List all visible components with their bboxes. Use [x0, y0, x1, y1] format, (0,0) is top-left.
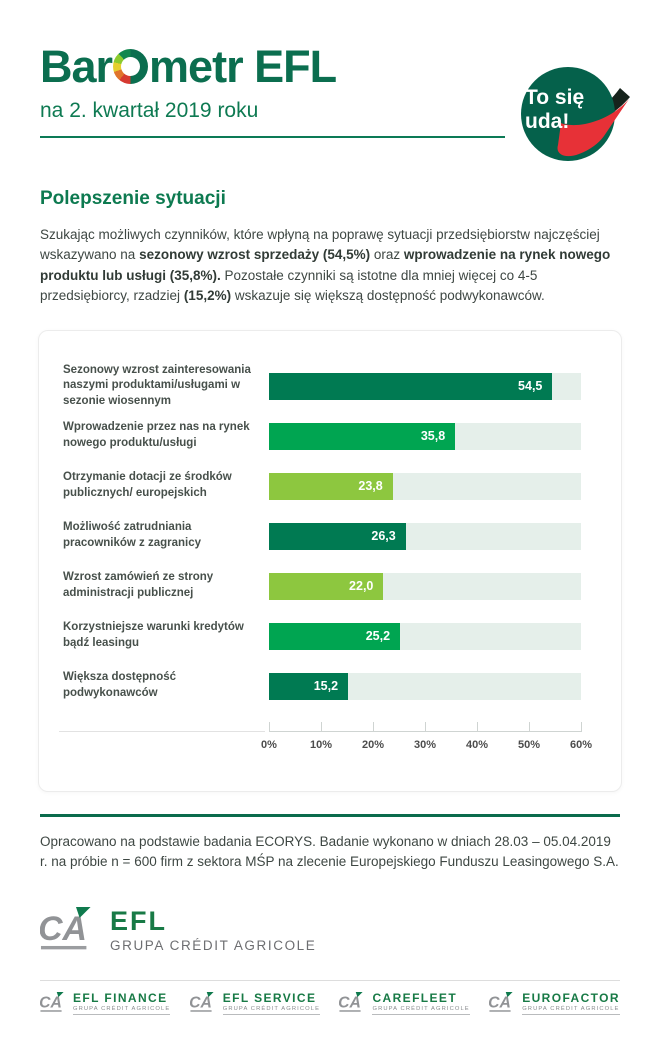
chart-row — [39, 561, 621, 611]
bar-fill — [269, 623, 400, 650]
axis-tick — [477, 722, 478, 732]
intro-paragraph — [40, 225, 618, 306]
intro-text: Pozostałe czynniki są istotne dla mniej więcej co 4-5 przedsiębiorcy, rzadziej — [40, 267, 538, 303]
header-divider — [40, 136, 505, 138]
bar-value-label: 35,8 — [420, 429, 446, 443]
partner-name: EFL SERVICE — [222, 990, 317, 1005]
partner-logo-text — [372, 992, 469, 1015]
credit-agricole-ca-icon — [40, 992, 67, 1014]
partner-name: EUROFACTOR — [522, 990, 620, 1005]
intro-bold-text: (15,2%) — [183, 287, 232, 303]
title-part-1: Bar — [40, 41, 113, 92]
bar-fill — [269, 423, 455, 450]
bar-fill — [269, 373, 552, 400]
intro-text: Szukając możliwych czynników, które wpłyną na poprawę sytuacji przedsiębiorstw najczęściej wskazywano na — [40, 227, 600, 263]
methodology-note: Opracowano na podstawie badania ECORYS. Badanie wykonano w dniach 28.03 – 05.04.2019 r. na próbie n = 600 firm z sektora MŚP na zlecenie Europejskiego Funduszu Leasingowego S.A. — [40, 834, 619, 870]
axis-tick-label: 40% — [465, 739, 489, 751]
partner-logo-text — [522, 992, 620, 1015]
chart-card — [38, 330, 622, 792]
bar-value-label: 15,2 — [313, 679, 339, 693]
title-part-2: metr EFL — [149, 41, 337, 92]
intro-bold-text: sezonowy wzrost sprzedaży (54,5%) — [139, 247, 371, 263]
axis-tick-label: 60% — [569, 739, 593, 751]
axis-left-line — [59, 731, 265, 732]
axis-left-area — [39, 731, 269, 765]
bar-category-label: Większa dostępność podwykonawców — [63, 671, 177, 699]
bar-track — [269, 623, 581, 650]
bar-track — [269, 373, 581, 400]
bar-fill — [269, 573, 383, 600]
chart-axis-row — [39, 731, 621, 765]
bar-track — [269, 423, 581, 450]
bar-track — [269, 573, 581, 600]
chart-row — [39, 511, 621, 561]
bar-fill — [269, 523, 406, 550]
axis-tick — [529, 722, 530, 732]
axis-tick — [269, 722, 270, 732]
partner-logos — [40, 992, 620, 1015]
header — [0, 0, 660, 138]
badge-text-line1: To się — [525, 86, 585, 109]
partner-name: CAREFLEET — [372, 990, 458, 1005]
to-sie-uda-badge — [500, 52, 660, 172]
partner-logo-text — [223, 992, 320, 1015]
bar-value-label: 25,2 — [365, 629, 391, 643]
bar-category-label: Wprowadzenie przez nas na rynek nowego produktu/usługi — [63, 421, 250, 449]
bar-category-label: Korzystniejsze warunki kredytów bądź leasingu — [63, 621, 244, 649]
bar-category-label: Otrzymanie dotacji ze środków publicznych/ europejskich — [63, 471, 232, 499]
axis-tick-label: 30% — [413, 739, 437, 751]
bar-value-label: 22,0 — [349, 579, 374, 593]
efl-logo-subline: GRUPA CRÉDIT AGRICOLE — [110, 937, 317, 953]
chart-row — [39, 411, 621, 461]
chart-row — [39, 611, 621, 661]
chart-rows — [39, 361, 621, 711]
partner-logo — [40, 992, 170, 1015]
bar-track — [269, 673, 581, 700]
axis-tick-label: 10% — [309, 739, 333, 751]
barometer-gauge-icon — [113, 49, 148, 84]
credit-agricole-ca-icon — [190, 992, 217, 1014]
bar-category-label: Sezonowy wzrost zainteresowania naszymi produktami/usługami w sezonie wiosennym — [63, 363, 251, 407]
partner-subline: GRUPA CRÉDIT AGRICOLE — [372, 1006, 469, 1015]
footer-divider — [40, 814, 620, 817]
bar-value-label: 23,8 — [358, 479, 383, 493]
credit-agricole-ca-icon — [40, 907, 98, 954]
credit-agricole-ca-icon — [339, 992, 366, 1014]
efl-logo — [40, 907, 660, 954]
bar-fill — [269, 473, 393, 500]
partners-divider — [40, 980, 620, 981]
intro-bold-text: wprowadzenie na rynek nowego produktu lub usługi (35,8%). — [40, 247, 611, 283]
bar-track — [269, 523, 581, 550]
intro-text: oraz — [370, 247, 404, 263]
intro-text: wskazuje się większą dostępność podwykonawców. — [231, 287, 545, 303]
axis-tick-label: 50% — [517, 739, 541, 751]
axis-tick-label: 0% — [261, 739, 277, 751]
axis-tick — [373, 722, 374, 732]
efl-logo-name: EFL — [110, 905, 167, 936]
bar-category-label: Możliwość zatrudniania pracowników z zagranicy — [63, 521, 202, 549]
bar-fill — [269, 673, 348, 700]
page-subtitle: na 2. kwartał 2019 roku — [40, 99, 259, 122]
partner-logo — [489, 992, 620, 1015]
axis-tick-label: 20% — [361, 739, 385, 751]
partner-logo — [339, 992, 469, 1015]
bar-value-label: 26,3 — [371, 529, 396, 543]
axis-tick — [321, 722, 322, 732]
partner-subline: GRUPA CRÉDIT AGRICOLE — [223, 1006, 320, 1015]
chart-row — [39, 361, 621, 411]
partner-logo — [190, 992, 320, 1015]
x-axis — [261, 731, 593, 765]
efl-logo-text — [110, 905, 317, 953]
bar-value-label: 54,5 — [518, 379, 543, 393]
partner-subline: GRUPA CRÉDIT AGRICOLE — [73, 1006, 170, 1015]
section-title: Polepszenie sytuacji — [40, 188, 226, 209]
partner-subline: GRUPA CRÉDIT AGRICOLE — [522, 1006, 620, 1015]
badge-text-line2: uda! — [525, 110, 570, 133]
chart-row — [39, 661, 621, 711]
bar-track — [269, 473, 581, 500]
credit-agricole-ca-icon — [489, 992, 516, 1014]
axis-tick — [581, 722, 582, 732]
bar-category-label: Wzrost zamówień ze strony administracji publicznej — [63, 571, 214, 599]
chart-row — [39, 461, 621, 511]
axis-tick — [425, 722, 426, 732]
partner-logo-text — [73, 992, 170, 1015]
partner-name: EFL FINANCE — [73, 990, 168, 1005]
